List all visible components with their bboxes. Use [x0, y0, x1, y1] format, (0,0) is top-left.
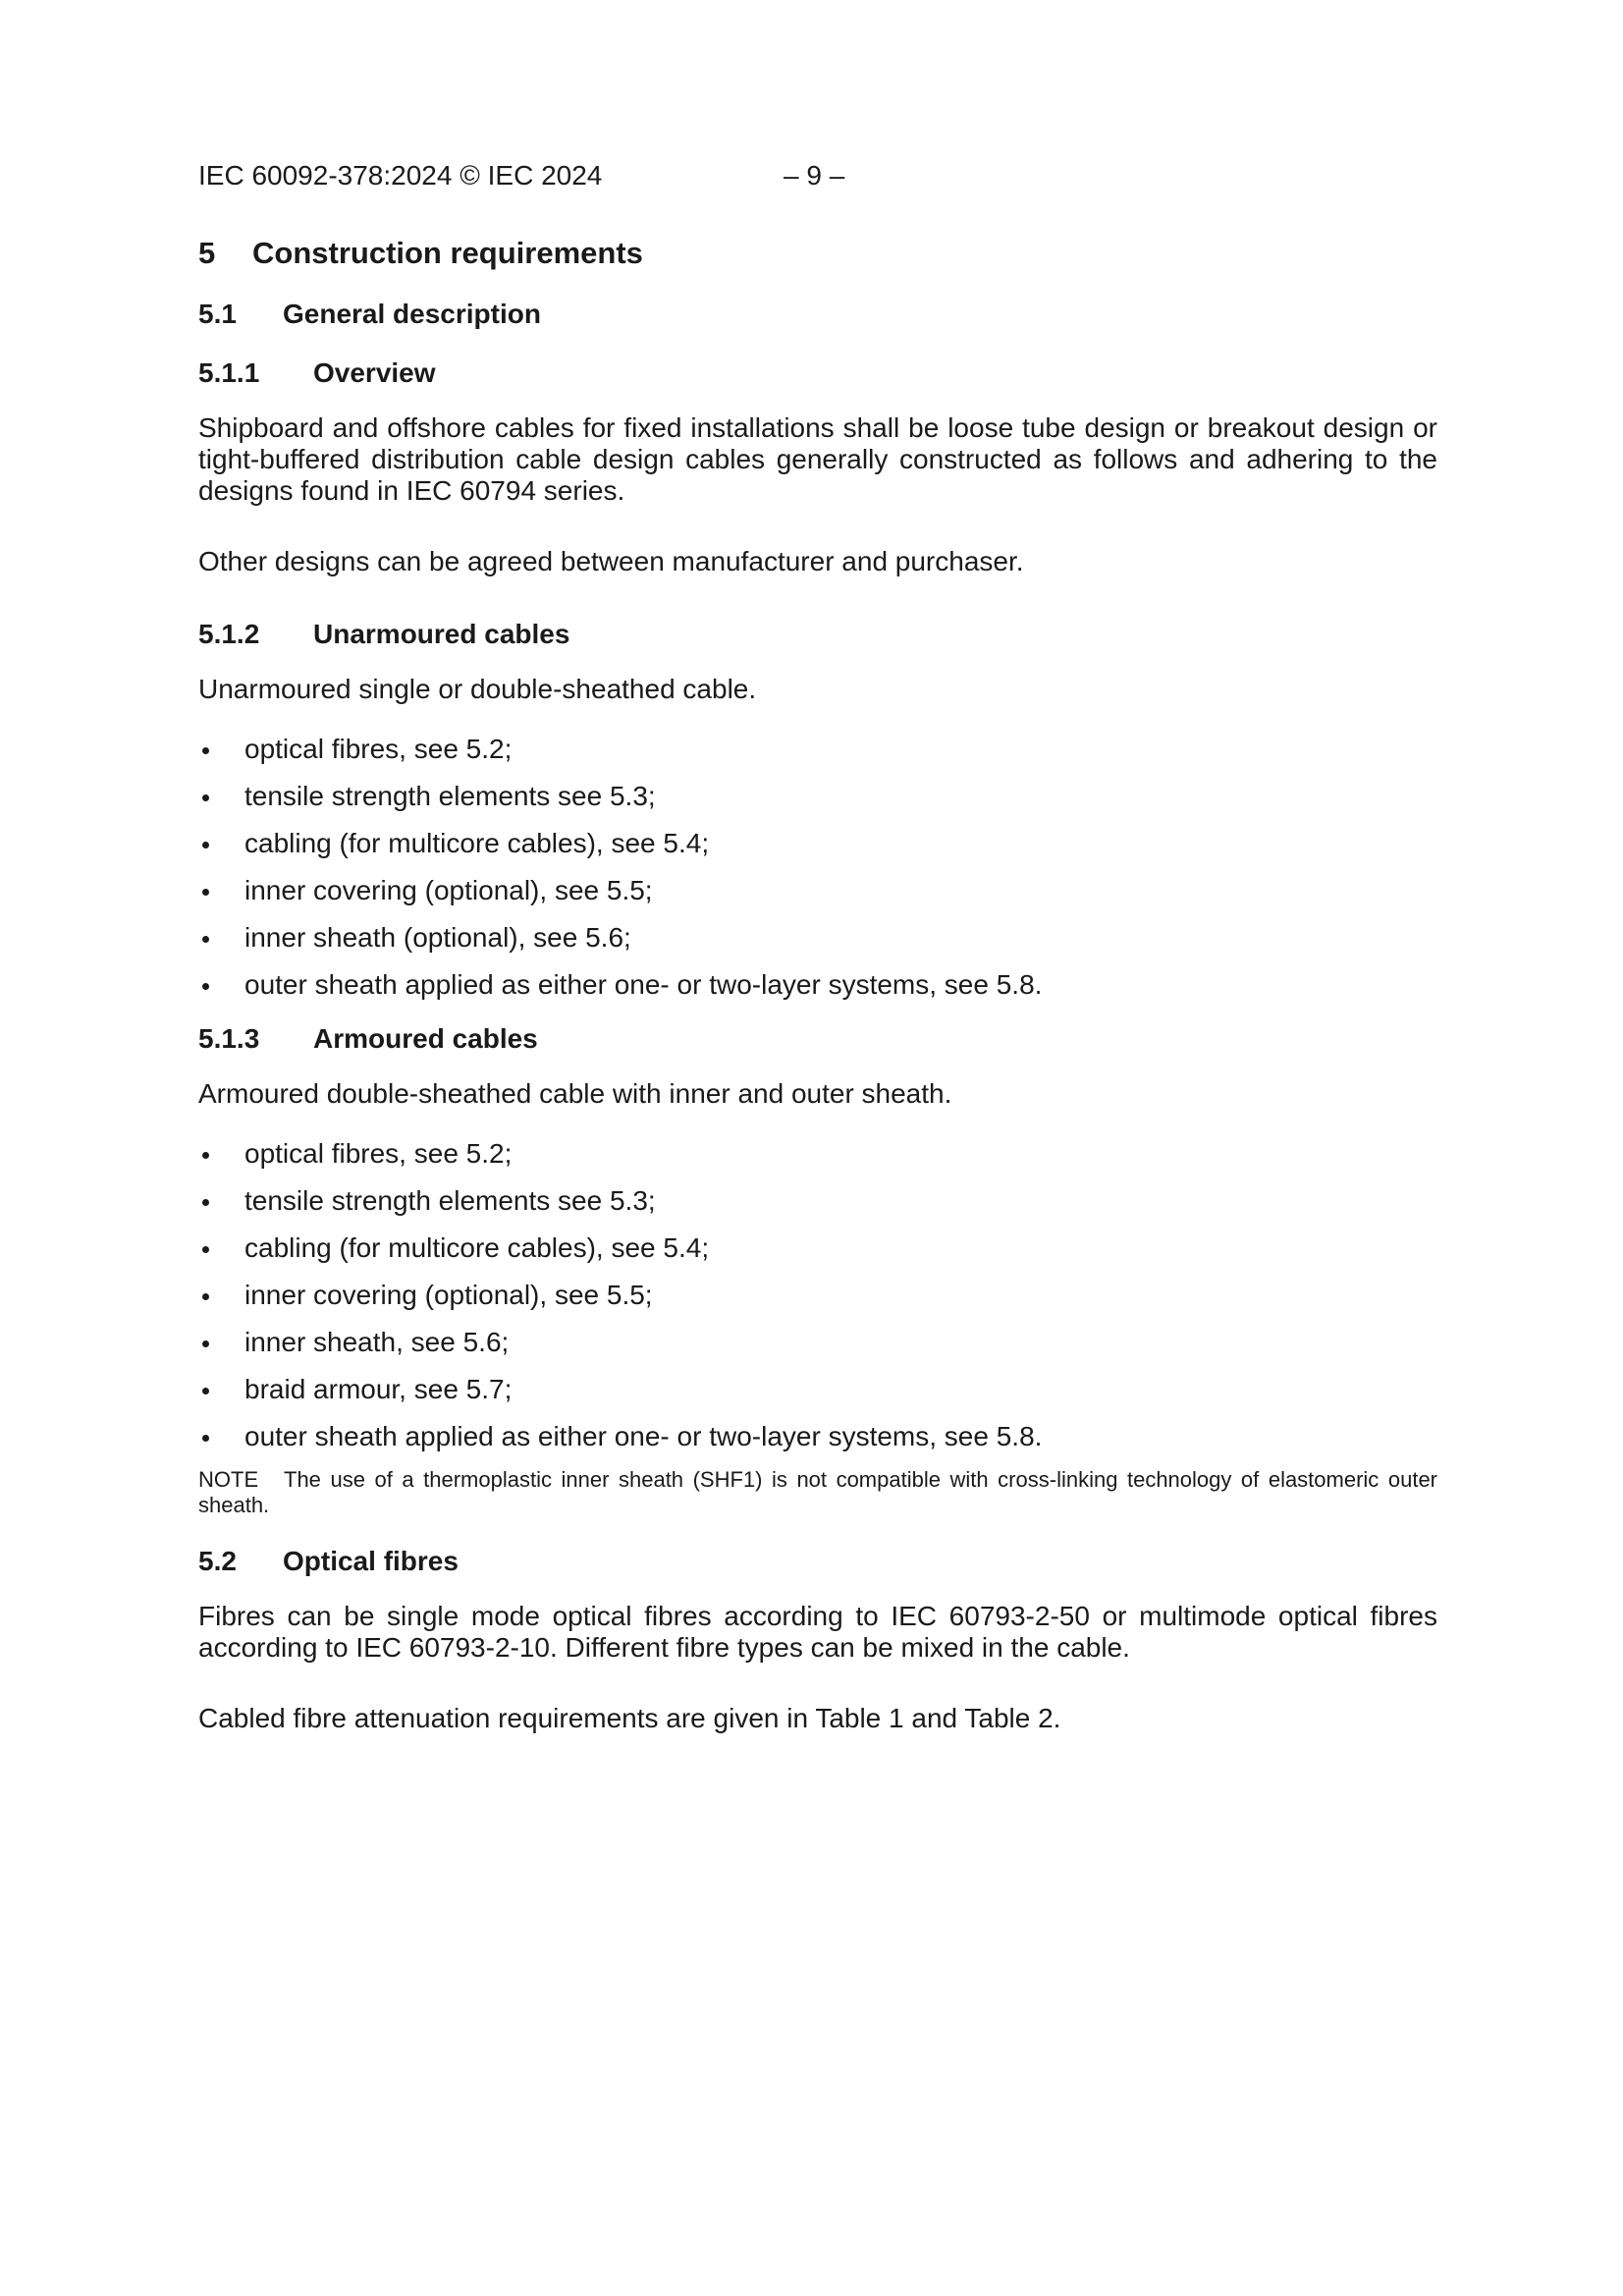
- running-head: IEC 60092-378:2024 © IEC 2024: [198, 160, 603, 191]
- page-content: [198, 234, 1437, 1734]
- section-5-1-2-heading: [198, 617, 1437, 652]
- list-item: optical fibres, see 5.2;: [198, 733, 1437, 766]
- page-number: – 9 –: [784, 160, 845, 191]
- list-item: inner covering (optional), see 5.5;: [198, 1279, 1437, 1312]
- list-item: tensile strength elements see 5.3;: [198, 1184, 1437, 1218]
- section-number: 5.1.2: [198, 619, 260, 649]
- unarmoured-components-list: [198, 733, 1437, 1002]
- list-item: inner covering (optional), see 5.5;: [198, 874, 1437, 907]
- section-number: 5.1: [198, 299, 237, 329]
- overview-paragraph-2: Other designs can be agreed between manufacturer and purchaser.: [198, 546, 1024, 576]
- note-text: The use of a thermoplastic inner sheath (SHF1) is not compatible with cross-linking technology of elastomeric outer sheath.: [198, 1467, 1437, 1517]
- list-item: cabling (for multicore cables), see 5.4;: [198, 1231, 1437, 1265]
- section-number: 5: [198, 236, 216, 270]
- list-item: optical fibres, see 5.2;: [198, 1137, 1437, 1171]
- section-title: Overview: [313, 357, 436, 388]
- list-item: outer sheath applied as either one- or two-layer systems, see 5.8.: [198, 1420, 1437, 1453]
- section-5-1-heading: [198, 297, 1437, 332]
- list-item: inner sheath (optional), see 5.6;: [198, 921, 1437, 955]
- list-item: braid armour, see 5.7;: [198, 1373, 1437, 1406]
- section-title: General description: [283, 299, 541, 329]
- section-title: Optical fibres: [283, 1546, 459, 1576]
- note: [198, 1467, 1437, 1518]
- section-5-2-heading: [198, 1544, 1437, 1579]
- section-number: 5.2: [198, 1546, 237, 1576]
- section-title: Construction requirements: [252, 236, 643, 270]
- list-item: outer sheath applied as either one- or two-layer systems, see 5.8.: [198, 968, 1437, 1002]
- list-item: cabling (for multicore cables), see 5.4;: [198, 827, 1437, 860]
- section-5-heading: [198, 234, 1437, 273]
- overview-paragraph-1: Shipboard and offshore cables for fixed installations shall be loose tube design or breakout design or tight-buffered distribution cable design cables generally constructed as follows and adhering to the designs found in IEC 60794 series.: [198, 412, 1437, 506]
- list-item: inner sheath, see 5.6;: [198, 1326, 1437, 1359]
- unarmoured-intro: Unarmoured single or double-sheathed cable.: [198, 674, 757, 704]
- section-title: Unarmoured cables: [313, 619, 570, 649]
- optical-fibres-paragraph-1: Fibres can be single mode optical fibres according to IEC 60793-2-50 or multimode optical fibres according to IEC 60793-2-10. Different fibre types can be mixed in the cable.: [198, 1601, 1437, 1663]
- section-number: 5.1.1: [198, 357, 260, 388]
- armoured-components-list: [198, 1137, 1437, 1453]
- optical-fibres-paragraph-2: Cabled fibre attenuation requirements are given in Table 1 and Table 2.: [198, 1703, 1061, 1733]
- section-5-1-3-heading: [198, 1021, 1437, 1057]
- section-title: Armoured cables: [313, 1023, 538, 1054]
- section-5-1-1-heading: [198, 355, 1437, 391]
- armoured-intro: Armoured double-sheathed cable with inner and outer sheath.: [198, 1078, 952, 1109]
- section-number: 5.1.3: [198, 1023, 260, 1054]
- list-item: tensile strength elements see 5.3;: [198, 780, 1437, 813]
- note-label: NOTE: [198, 1467, 259, 1492]
